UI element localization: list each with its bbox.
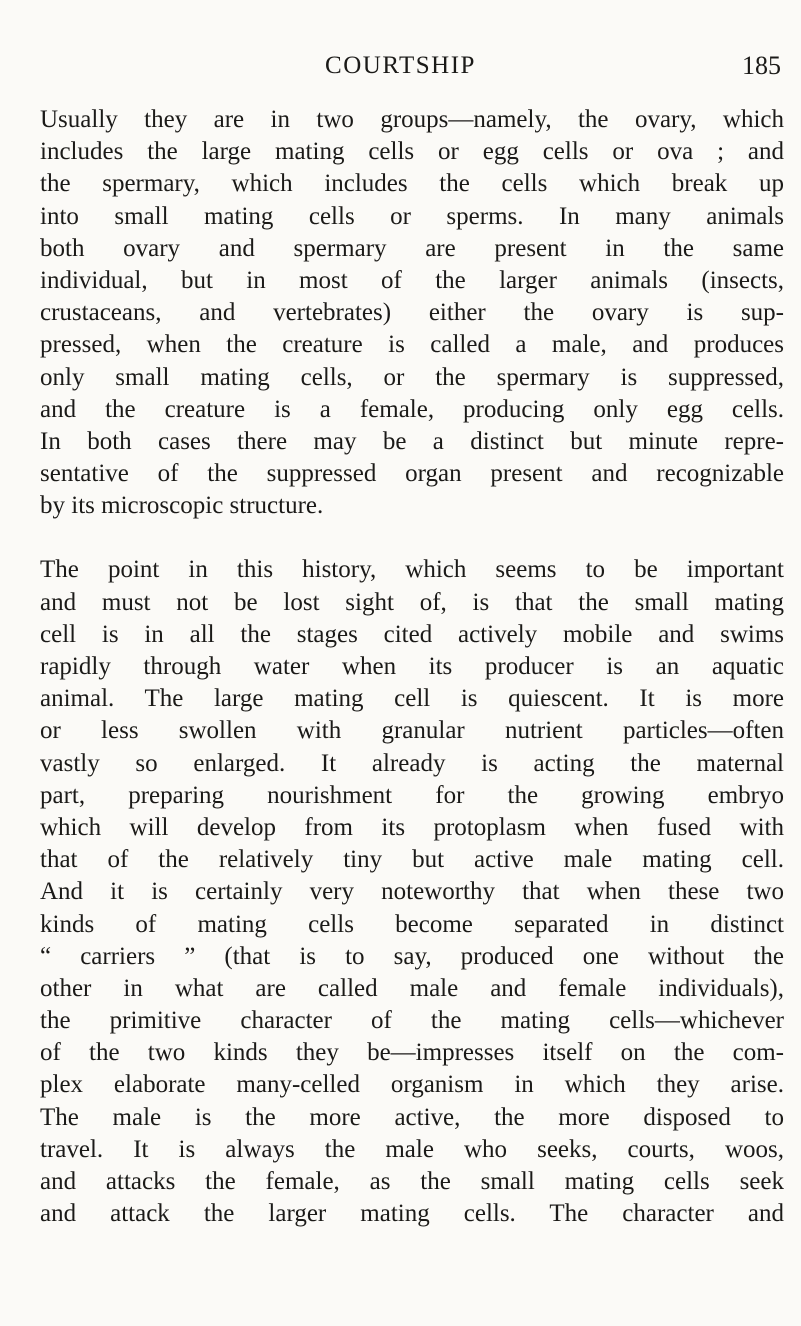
text-line: “ carriers ” (that is to say, produced one without the: [40, 942, 784, 970]
text-line: which will develop from its protoplasm when fused with: [40, 813, 784, 841]
text-line: the spermary, which includes the cells which break up: [40, 170, 784, 198]
text-line: that of the relatively tiny but active male mating cell.: [40, 846, 784, 874]
paragraph: [40, 554, 784, 1230]
text-line: And it is certainly very noteworthy that when these two: [40, 878, 784, 906]
text-line: crustaceans, and vertebrates) either the ovary is sup-: [40, 299, 784, 327]
text-line: kinds of mating cells become separated in distinct: [40, 910, 784, 938]
text-line: other in what are called male and female individuals),: [40, 974, 784, 1002]
text-line: cell is in all the stages cited actively mobile and swims: [40, 620, 784, 648]
text-line: plex elaborate many-celled organism in which they arise.: [40, 1071, 784, 1099]
text-line: and attack the larger mating cells. The character and: [40, 1200, 784, 1228]
text-line: both ovary and spermary are present in the same: [40, 234, 784, 262]
text-line: and the creature is a female, producing only egg cells.: [40, 395, 784, 423]
text-line: rapidly through water when its producer is an aquatic: [40, 653, 784, 680]
text-line: and must not be lost sight of, is that the small mating: [40, 588, 784, 616]
text-line: the primitive character of the mating cells—whichever: [40, 1007, 784, 1035]
text-line: part, preparing nourishment for the growing embryo: [40, 781, 784, 809]
text-line: animal. The large mating cell is quiescent. It is more: [40, 685, 784, 713]
text-line: or less swollen with granular nutrient particles—often: [40, 717, 784, 745]
body-text: [40, 104, 784, 1262]
text-line: sentative of the suppressed organ present and recognizable: [40, 460, 784, 488]
text-line: and attacks the female, as the small mating cells seek: [40, 1168, 784, 1195]
paragraph: [40, 104, 784, 522]
text-line: includes the large mating cells or egg cells or ova ; and: [40, 138, 784, 166]
text-line: The male is the more active, the more disposed to: [40, 1103, 784, 1131]
text-line: Usually they are in two groups—namely, the ovary, which: [40, 106, 784, 133]
text-line: by its microscopic structure.: [40, 492, 324, 520]
text-line: of the two kinds they be—impresses itself on the com-: [40, 1039, 784, 1067]
text-line: pressed, when the creature is called a male, and produces: [40, 331, 784, 359]
text-line: travel. It is always the male who seeks, courts, woos,: [40, 1135, 784, 1163]
text-line: The point in this history, which seems to be important: [40, 556, 784, 584]
text-line: only small mating cells, or the spermary is suppressed,: [40, 363, 784, 391]
text-line: individual, but in most of the larger animals (insects,: [40, 266, 784, 294]
text-line: In both cases there may be a distinct but minute repre-: [40, 427, 784, 455]
running-head: [0, 46, 801, 86]
text-line: into small mating cells or sperms. In many animals: [40, 202, 784, 230]
running-title: COURTSHIP: [325, 52, 476, 79]
text-line: vastly so enlarged. It already is acting the maternal: [40, 749, 784, 777]
page-number: 185: [742, 51, 781, 80]
